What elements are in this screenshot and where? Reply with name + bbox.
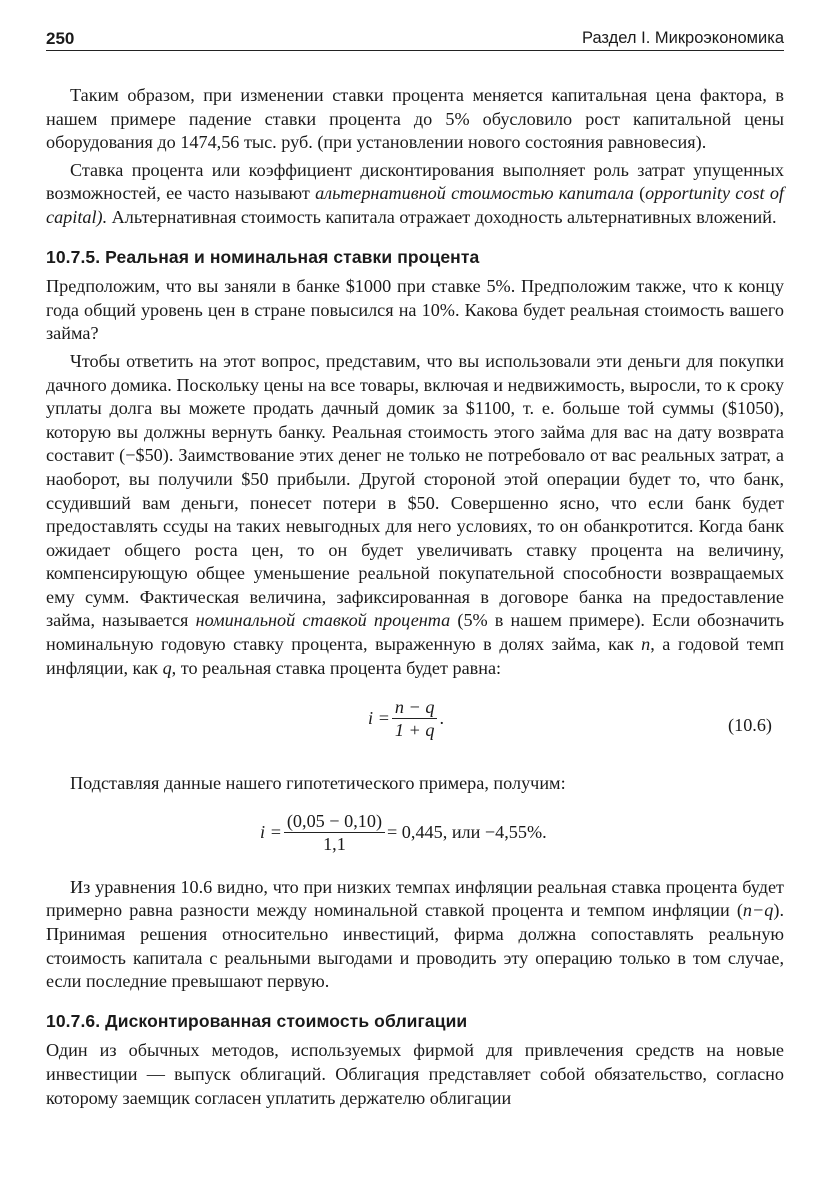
paragraph-loan-example: Предположим, что вы заняли в банке $1000 при ставке 5%. Предположим также, что к концу года общий уровень цен в стране повысился на 10%. Какова будет реальная стоимость вашего займа?	[46, 276, 784, 344]
page-content	[46, 84, 784, 1110]
running-header	[46, 28, 784, 51]
var-n-minus-q: n−q	[742, 900, 774, 921]
text-run: Чтобы ответить на этот вопрос, представим, что вы использовали эти деньги для покупки дачного домика. Поскольку цены на все товары, включая и недвижимость, выросли, то к сроку уплаты долга вы можете продать дачный домик за $1100, т. е. больше той суммы ($1050), которую вы должны вернуть банку. Реальная стоимость этого займа для вас на дату возврата составит (−$50). Заимствование этих денег не только не потребовало от вас реальных затрат, а наоборот, вы получили $50 прибыли. Другой стороной этой операции будет то, что банк, ссудивший вам деньги, понесет потери в $50. Совершенно ясно, что если банк будет предоставлять ссуды на таких невыгодных для него условиях, то он обанкротится. Когда банк ожидает общего роста цен, то он будет увеличивать ставку процента на величину, компенсирующую общее уменьшение реальной покупательной способности возвращаемых ему сумм. Фактическая величина, зафиксированная в договоре банка на предоставление займа, называется	[46, 350, 784, 631]
section-heading-10-7-5: 10.7.5. Реальная и номинальная ставки процента	[46, 246, 480, 267]
eq-fraction	[392, 696, 438, 741]
eq-dot: .	[439, 707, 444, 728]
text-run: Альтернативная стоимость капитала отражает доходность альтернативных вложений.	[107, 206, 777, 227]
paragraph-bonds: Один из обычных методов, используемых фирмой для привлечения средств на новые инвестиции — выпуск облигаций. Облигация представляет собой обязательство, согласно которому заемщик согласен уплатить держателю облигации	[46, 1040, 784, 1108]
page-number: 250	[46, 29, 75, 48]
equation-example-value	[260, 810, 547, 855]
equation-real-rate	[368, 696, 444, 741]
var-q: q	[162, 657, 172, 678]
paragraph-opportunity-cost	[46, 159, 784, 230]
eq-lhs: i =	[368, 707, 390, 728]
term-alternative-cost: альтернативной стоимостью капитала	[315, 183, 634, 204]
text-run: (5% в нашем примере). Если обозначить номинальную годовую ставку процента, выраженную в долях займа, как	[46, 610, 785, 655]
text-run: Из уравнения 10.6 видно, что при низких темпах инфляции реальная ставка процента будет примерно равна разности между номинальной ставкой процента и темпом инфляции (	[46, 876, 784, 921]
eq2-lhs: i =	[260, 821, 282, 842]
eq2-numerator: (0,05 − 0,10)	[284, 810, 385, 833]
var-n: n	[641, 634, 651, 655]
text-run: , то реальная ставка процента будет равна:	[171, 657, 502, 678]
paragraph-capital-price: Таким образом, при изменении ставки процента меняется капитальная цена фактора, в нашем примере падение ставки процента до 5% обусловило рост капитальной цены оборудования до 1474,56 тыс. руб. (при установлении нового состояния равновесия).	[46, 85, 784, 153]
eq2-fraction	[284, 810, 385, 855]
equation-10-6	[46, 692, 784, 764]
section-title: Раздел I. Микроэкономика	[581, 29, 784, 47]
paragraph-nominal-rate	[46, 350, 784, 680]
term-nominal-rate: номинальной ставкой процента	[195, 610, 451, 631]
text-run: , а годовой темп инфляции, как	[46, 634, 784, 678]
text-run: Ставка процента или коэффициент дисконтирования выполняет роль затрат упущенных возможностей, ее часто называют	[46, 159, 784, 204]
eq2-rhs: = 0,445, или −4,55%.	[387, 821, 547, 842]
equation-number: (10.6)	[728, 715, 772, 736]
paragraph-inflation-conclusion	[46, 876, 784, 994]
eq-denominator: 1 + q	[394, 720, 435, 741]
equation-example	[46, 802, 784, 866]
eq-numerator: n − q	[392, 696, 438, 719]
text-run: (	[633, 183, 646, 204]
eq2-denominator: 1,1	[323, 833, 346, 854]
paragraph-substitution: Подставляя данные нашего гипотетического примера, получим:	[70, 773, 566, 794]
text-run: ). Принимая решения относительно инвестиций, фирма должна сопоставлять реальную стоимость капитала с реальными выгодами и проводить эту операцию только в том случае, если последние превышают первую.	[46, 900, 784, 992]
term-english: opportunity cost of capital).	[46, 183, 784, 227]
section-heading-10-7-6: 10.7.6. Дисконтированная стоимость облигации	[46, 1010, 468, 1031]
